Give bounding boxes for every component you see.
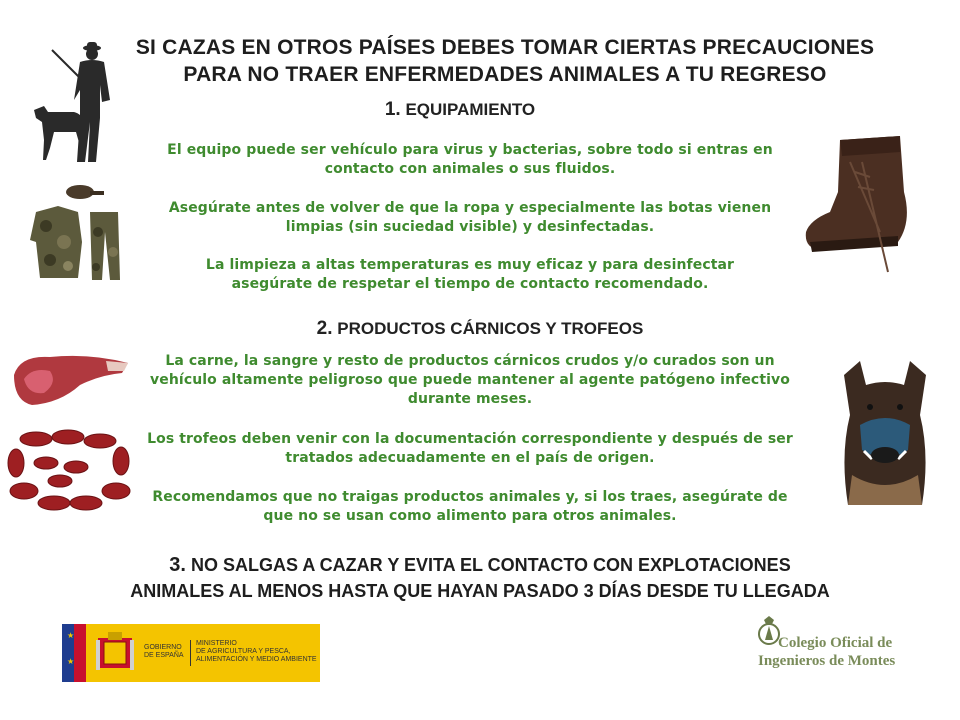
section-1-paragraph: Asegúrate antes de volver de que la ropa y especialmente las botas vienen limpias (sin suciedad visible) y desinfectadas. (168, 200, 772, 235)
gobierno-espana-logo (62, 624, 320, 682)
title-line-2: PARA NO TRAER ENFERMEDADES ANIMALES A TU REGRESO (183, 63, 827, 86)
section-3-line-1: NO SALGAS A CAZAR Y EVITA EL CONTACTO CON EXPLOTACIONES (190, 555, 791, 575)
section-2-title: PRODUCTOS CÁRNICOS Y TROFEOS (337, 319, 644, 338)
raw-meat-illustration (10, 345, 130, 410)
section-3-line-2: ANIMALES AL MENOS HASTA QUE HAYAN PASADO 3 DÍAS DESDE TU LLEGADA (130, 581, 830, 601)
section-2-heading (200, 318, 760, 340)
sausage-chain-illustration (6, 425, 136, 515)
title-line-1: SI CAZAS EN OTROS PAÍSES DEBES TOMAR CIERTAS PRECAUCIONES (135, 36, 875, 59)
section-1-heading (230, 99, 690, 121)
section-1-paragraph: El equipo puede ser vehículo para virus y bacterias, sobre todo si entras en contacto con animales o sus fluidos. (167, 142, 773, 177)
section-3-number: 3. (169, 554, 186, 576)
svg-text:★: ★ (67, 657, 75, 666)
section-2-number: 2. (316, 318, 333, 339)
colegio-line-2: Ingenieros de Montes (758, 653, 896, 669)
camouflage-clothing-illustration (28, 182, 128, 282)
ministerio-label: MINISTERIO DE AGRICULTURA Y PESCA, ALIMENTACIÓN Y MEDIO AMBIENTE (196, 640, 317, 663)
colegio-line-1: Colegio Oficial de (778, 635, 893, 651)
gobierno-label: GOBIERNO DE ESPAÑA (144, 644, 184, 659)
section-1-number: 1. (384, 99, 401, 120)
svg-text:★: ★ (67, 631, 75, 640)
hunter-with-dog-illustration (30, 40, 120, 165)
boar-trophy-illustration (830, 355, 940, 515)
page-title (110, 34, 900, 88)
section-2-paragraph: La carne, la sangre y resto de productos cárnicos crudos y/o curados son un vehículo altamente peligroso que puede mantener al agente patógeno infectivo durante meses. (150, 353, 790, 407)
section-1-paragraph: La limpieza a altas temperaturas es muy eficaz y para desinfectar asegúrate de respetar el tiempo de contacto recomendado. (205, 257, 735, 292)
section-2-paragraph: Recomendamos que no traigas productos animales y, si los traes, asegúrate de que no se usan como alimento para otros animales. (152, 489, 788, 524)
colegio-logo-text (758, 634, 928, 670)
eu-flag-icon (62, 624, 86, 682)
section-2-paragraph: Los trofeos deben venir con la documentación correspondiente y después de ser tratados adecuadamente en el país de origen. (147, 431, 793, 466)
section-1-title: EQUIPAMIENTO (405, 100, 536, 119)
coat-of-arms-icon (94, 630, 136, 676)
hunting-boot-illustration (800, 132, 920, 277)
section-3-heading (60, 552, 900, 604)
